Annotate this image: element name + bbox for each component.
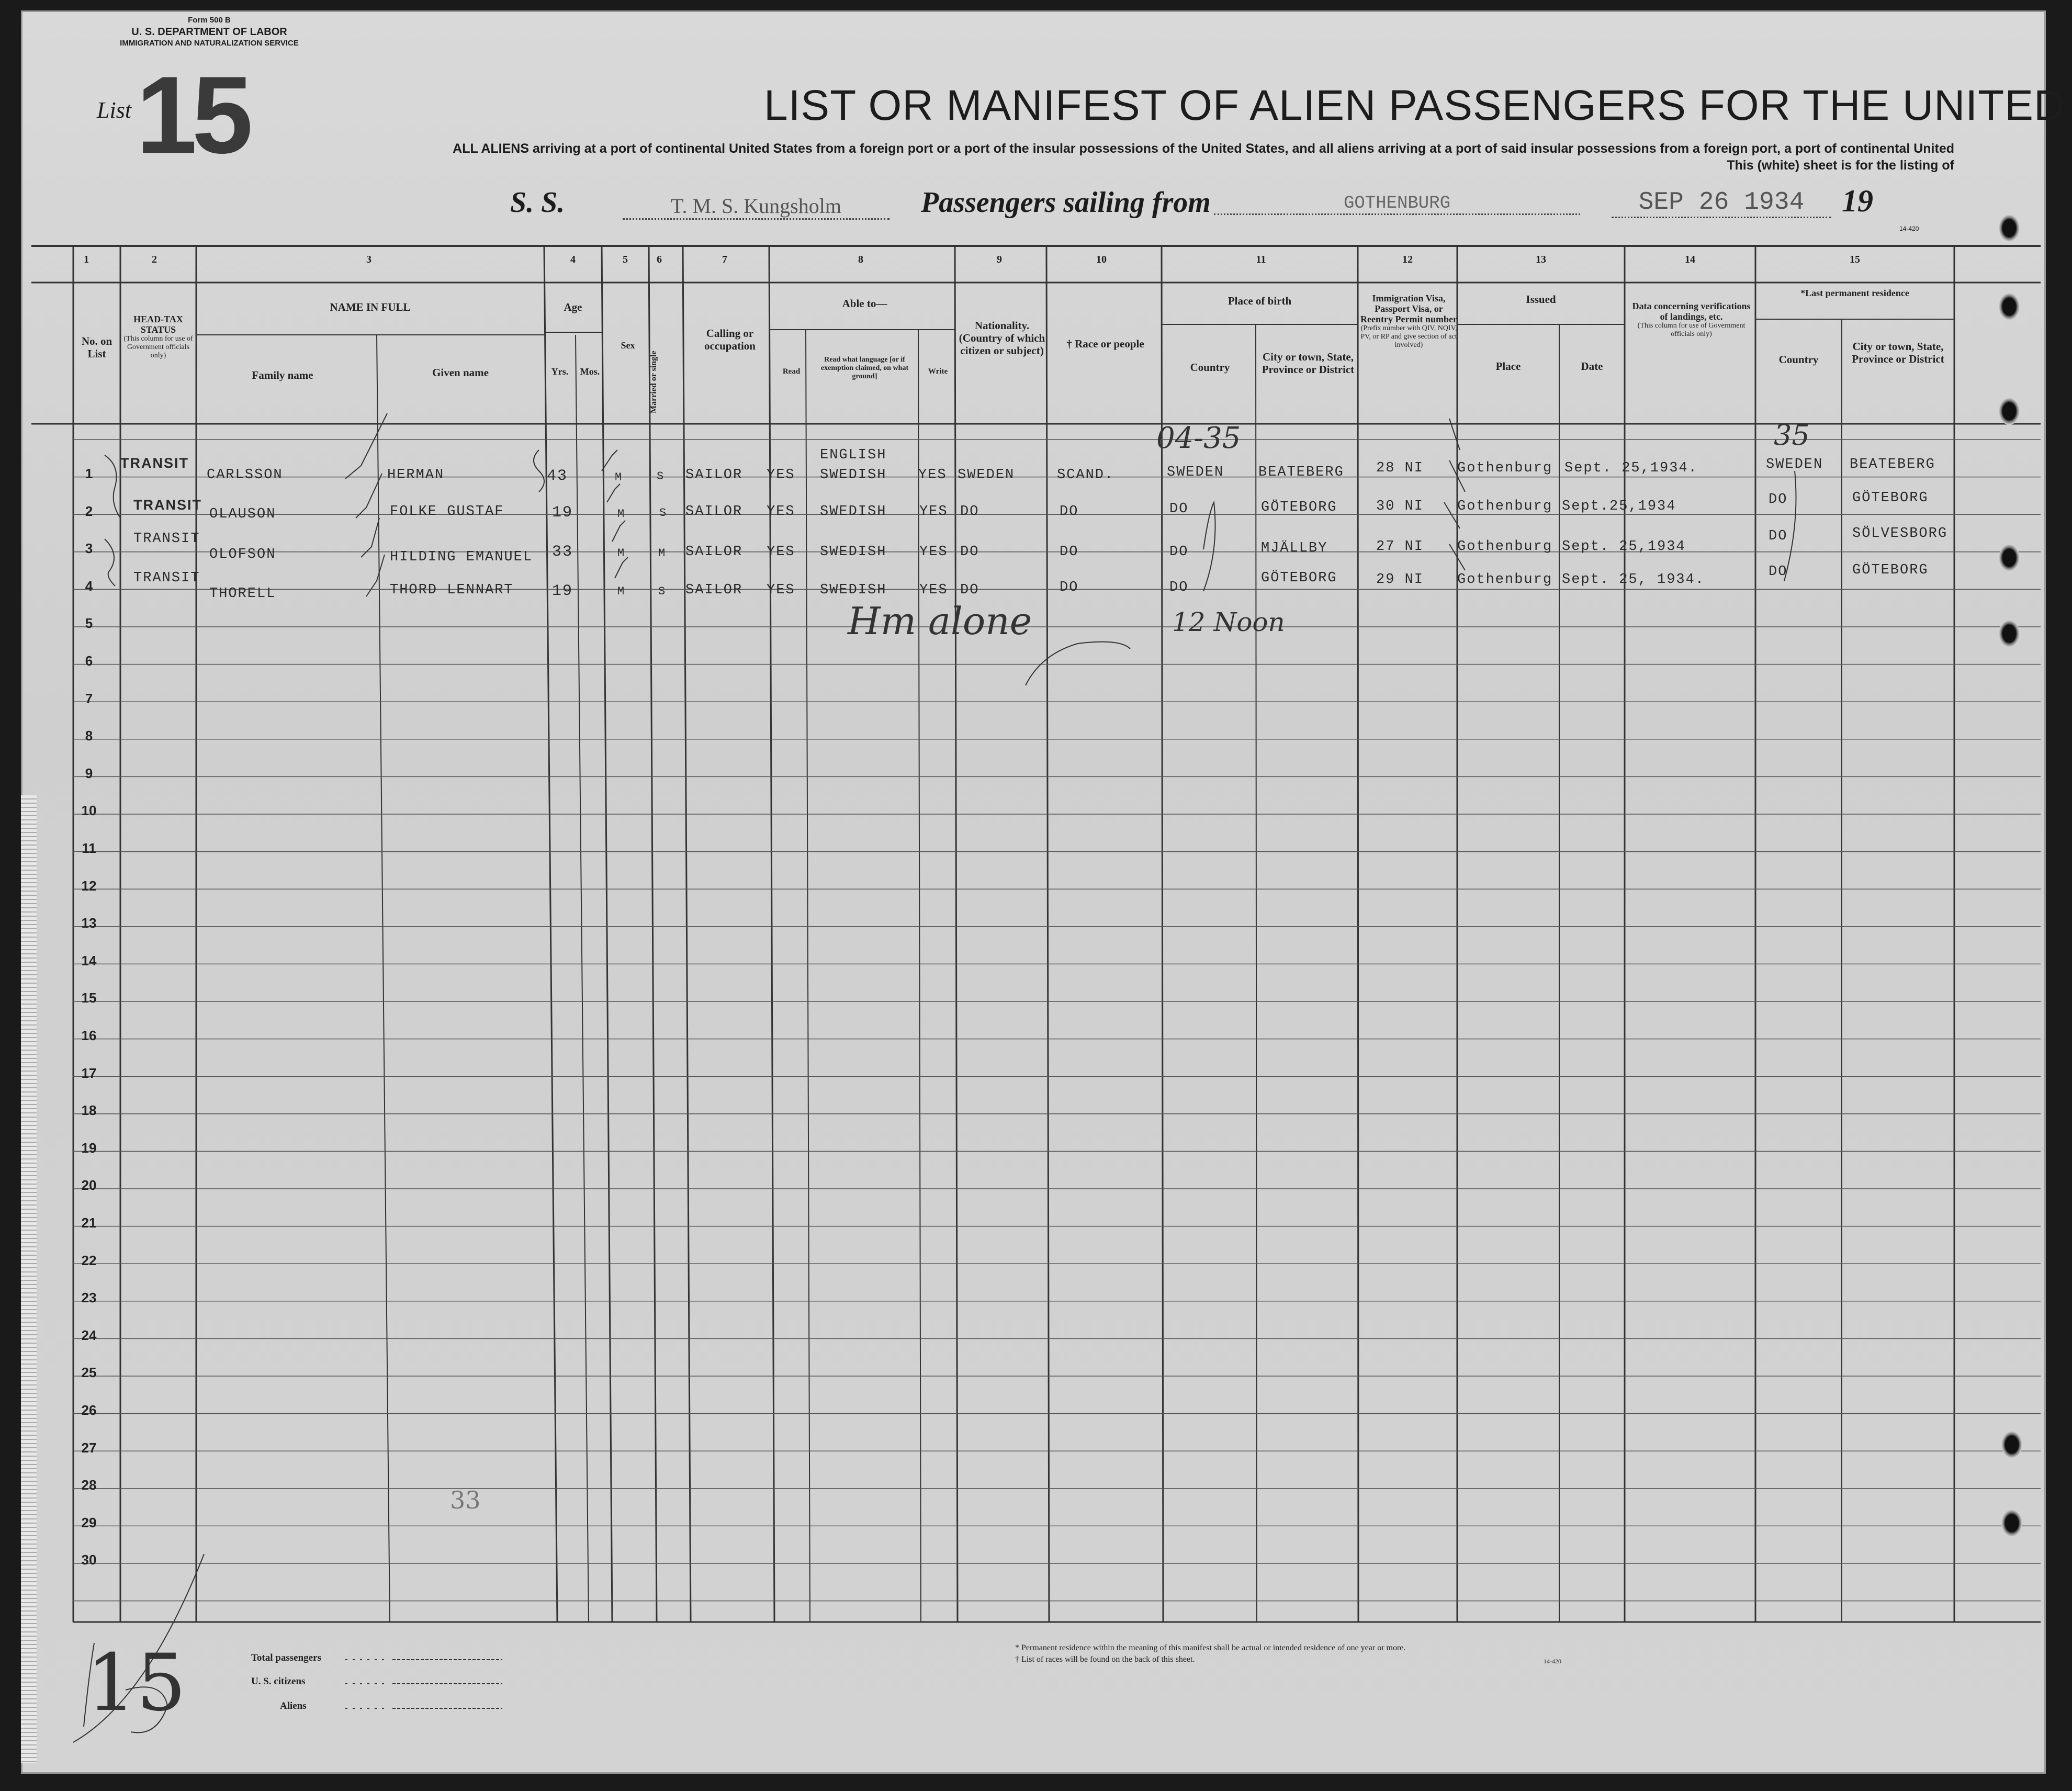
column-number: 2: [152, 254, 157, 265]
given-name-cell: HILDING EMANUEL: [390, 549, 533, 565]
header-visa-title: Immigration Visa, Passport Visa, or Reentry Permit number: [1360, 293, 1457, 324]
res-city-cell: SÖLVESBORG: [1852, 526, 1948, 542]
header-issued-place: Place: [1495, 360, 1521, 373]
handwritten-code: 35: [1774, 419, 1810, 452]
header-data-title: Data concerning verifications of landings, etc.: [1632, 301, 1751, 322]
departure-date-stamp: SEP 26 1934: [1612, 188, 1831, 218]
column-number: 7: [722, 254, 727, 265]
row-number: 24: [81, 1327, 97, 1343]
language-cell: SWEDISH: [820, 544, 887, 560]
row-number: 13: [81, 915, 97, 931]
header-calling: Calling or occupation: [704, 327, 756, 352]
family-name-cell: CARLSSON: [207, 467, 283, 483]
row-number: 7: [85, 690, 93, 706]
issued-date-cell: Sept.25,1934: [1562, 499, 1676, 514]
header-name-in-full: NAME IN FULL: [330, 301, 411, 313]
column-number: 3: [366, 254, 371, 265]
family-name-cell: THORELL: [209, 586, 276, 602]
sex-cell: M: [617, 547, 626, 560]
header-visa: [1360, 293, 1457, 350]
sex-cell: M: [617, 508, 626, 521]
race-cell: DO: [1060, 504, 1079, 520]
res-country-cell: SWEDEN: [1766, 457, 1823, 472]
column-number: 9: [997, 254, 1002, 265]
marital-cell: S: [658, 585, 667, 598]
row-number: 11: [82, 840, 96, 856]
list-label: List: [97, 97, 132, 123]
column-number: 8: [858, 254, 863, 265]
column-number: 12: [1402, 254, 1413, 265]
race-cell: DO: [1060, 544, 1079, 560]
marital-cell: S: [659, 506, 668, 520]
row-number: 15: [81, 990, 97, 1006]
age-cell: 19: [552, 504, 573, 522]
age-cell: 43: [547, 467, 568, 485]
ss-label: S. S.: [510, 186, 565, 219]
res-country-cell: DO: [1769, 492, 1788, 508]
footer-code: 14-420: [1544, 1658, 1561, 1665]
birth-city-cell: BEATEBERG: [1258, 465, 1344, 480]
header-visa-note: (Prefix number with QIV, NQIV, PV, or RP and give section of act involved): [1360, 324, 1457, 349]
aliens-label: Aliens: [280, 1700, 307, 1711]
header-no-on-list: No. on List: [81, 335, 112, 360]
column-number: 13: [1536, 254, 1546, 265]
issued-date-cell: Sept. 25,1934: [1562, 539, 1686, 555]
status-cell: TRANSIT: [133, 497, 202, 513]
given-name-cell: THORD LENNART: [390, 582, 514, 598]
stamped-number: 33: [450, 1486, 481, 1514]
row-number: 9: [85, 765, 93, 781]
header-given-name: Given name: [432, 366, 489, 379]
header-mos: Mos.: [580, 366, 600, 377]
birth-country-cell: SWEDEN: [1167, 465, 1224, 480]
row-number: 2: [85, 503, 93, 519]
nationality-cell: DO: [960, 544, 979, 560]
header-sex: Sex: [621, 340, 635, 351]
header-res-country: Country: [1778, 353, 1819, 366]
birth-country-cell: DO: [1169, 501, 1189, 517]
header-data-note: (This column for use of Government officials only): [1637, 322, 1746, 338]
header-yrs: Yrs.: [551, 366, 569, 377]
row-number: 18: [81, 1102, 97, 1119]
occupation-cell: SAILOR: [685, 582, 743, 598]
write-cell: YES: [919, 582, 948, 598]
row-number: 5: [85, 615, 93, 632]
row-number: 25: [81, 1365, 97, 1381]
row-number: 29: [81, 1514, 97, 1530]
language-cell: SWEDISH: [820, 582, 887, 598]
sex-cell: M: [615, 471, 623, 484]
header-read-language: Read what language [or if exemption claimed, on what ground]: [820, 356, 909, 380]
row-number: 12: [81, 877, 97, 894]
ship-name: T. M. S. Kungsholm: [623, 194, 889, 220]
binder-hole: [2001, 1431, 2022, 1458]
given-name-cell: HERMAN: [387, 467, 445, 483]
footnote-residence: * Permanent residence within the meaning of this manifest shall be actual or intended residence of one year or more.: [1015, 1643, 1406, 1652]
row-number: 19: [81, 1140, 97, 1156]
binder-hole: [1999, 398, 2020, 425]
birth-country-cell: DO: [1169, 580, 1189, 595]
column-number: 6: [657, 254, 662, 265]
column-number: 11: [1256, 254, 1266, 265]
read-cell: YES: [767, 544, 795, 560]
language-cell: SWEDISH: [820, 467, 887, 483]
total-passengers-label: Total passengers: [251, 1652, 321, 1663]
issued-place-cell: Gothenburg: [1457, 499, 1553, 514]
visa-cell: 30 NI: [1376, 499, 1424, 514]
marital-cell: M: [658, 547, 667, 560]
footnote-races: † List of races will be found on the back of this sheet.: [1015, 1655, 1195, 1664]
header-last-residence: *Last permanent residence: [1800, 288, 1909, 298]
header-age: Age: [564, 301, 582, 313]
column-number: 10: [1096, 254, 1107, 265]
handwritten-code: 04-35: [1156, 421, 1241, 455]
header-birth-country: Country: [1190, 361, 1230, 374]
language-cell: SWEDISH: [820, 504, 887, 520]
row-number: 21: [81, 1215, 97, 1231]
header-able-to: Able to—: [842, 297, 887, 310]
visa-cell: 27 NI: [1376, 539, 1424, 555]
marital-cell: S: [657, 470, 665, 483]
res-city-cell: GÖTEBORG: [1852, 562, 1929, 578]
header-head-tax-note: (This column for use of Government officials only): [123, 335, 193, 359]
column-number: 4: [570, 254, 576, 265]
header-nationality: Nationality. (Country of which citizen or subject): [959, 319, 1045, 357]
column-number: 1: [84, 254, 89, 265]
status-cell: TRANSIT: [133, 531, 200, 547]
race-cell: SCAND.: [1057, 467, 1114, 483]
column-number: 5: [623, 254, 628, 265]
handwritten-corner-number: 15: [86, 1638, 186, 1729]
row-number: 20: [81, 1177, 97, 1193]
read-cell: YES: [767, 582, 795, 598]
header-issued: Issued: [1526, 293, 1556, 306]
row-number: 22: [81, 1252, 97, 1268]
header-married: Married or single: [649, 351, 658, 413]
header-res-city: City or town, State, Province or District: [1852, 340, 1944, 365]
row-number: 14: [81, 952, 97, 968]
header-read: Read: [782, 367, 801, 376]
row-number: 1: [85, 466, 93, 481]
occupation-cell: SAILOR: [685, 504, 743, 520]
row-number: 10: [81, 803, 97, 819]
header-write: Write: [928, 367, 948, 376]
header-family-name: Family name: [252, 369, 313, 381]
res-city-cell: GÖTEBORG: [1852, 490, 1929, 506]
list-number-stamp: 15: [136, 53, 248, 176]
header-issued-date: Date: [1581, 360, 1603, 373]
binder-hole: [2001, 1510, 2022, 1537]
row-number: 30: [81, 1552, 97, 1568]
subtitle-line-2: This (white) sheet is for the listing of: [1727, 158, 1954, 173]
page-title: LIST OR MANIFEST OF ALIEN PASSENGERS FOR THE UNITED: [764, 82, 2066, 129]
footer-fill-lines: [345, 1648, 513, 1716]
res-city-cell: BEATEBERG: [1850, 457, 1935, 472]
row-number: 26: [81, 1402, 97, 1418]
res-country-cell: DO: [1769, 564, 1788, 580]
visa-cell: 28 NI: [1376, 460, 1424, 476]
status-cell: TRANSIT: [120, 455, 189, 471]
issued-place-cell: Gothenburg: [1457, 460, 1553, 476]
nationality-cell: DO: [960, 504, 979, 520]
binder-hole: [1999, 544, 2020, 571]
issued-date-cell: Sept. 25,1934.: [1564, 460, 1698, 476]
header-birth-city: City or town, State, Province or District: [1262, 351, 1355, 376]
family-name-cell: OLOFSON: [209, 547, 276, 562]
age-cell: 33: [552, 543, 573, 561]
row-number: 16: [81, 1028, 97, 1043]
year-label: 19: [1842, 184, 1873, 218]
occupation-cell: SAILOR: [685, 467, 743, 483]
birth-city-cell: GÖTEBORG: [1261, 500, 1337, 515]
handwritten-note: Hm alone: [848, 599, 1032, 643]
row-number: 4: [85, 578, 93, 594]
binder-hole: [1999, 215, 2020, 242]
row-number: 23: [81, 1290, 97, 1306]
row-number: 17: [81, 1065, 97, 1081]
form-number: Form 500 B: [188, 16, 231, 25]
read-cell: YES: [767, 504, 795, 520]
birth-city-cell: GÖTEBORG: [1261, 570, 1337, 586]
header-head-tax: [120, 314, 196, 360]
passengers-sailing-label: Passengers sailing from: [921, 186, 1211, 219]
family-name-cell: OLAUSON: [209, 506, 276, 522]
write-cell: YES: [919, 504, 948, 520]
row-number: 6: [85, 653, 93, 669]
department-name: U. S. DEPARTMENT OF LABOR: [131, 26, 287, 38]
race-cell: DO: [1060, 580, 1079, 595]
language-extra-cell: ENGLISH: [820, 447, 887, 463]
header-data-concerning: [1627, 301, 1755, 339]
form-code: 14-420: [1899, 225, 1919, 232]
header-head-tax-title: HEAD-TAX STATUS: [133, 314, 183, 335]
issued-date-cell: Sept. 25, 1934.: [1562, 572, 1705, 588]
header-race: † Race or people: [1066, 337, 1144, 350]
us-citizens-label: U. S. citizens: [251, 1676, 306, 1687]
write-cell: YES: [918, 467, 947, 483]
nationality-cell: SWEDEN: [958, 467, 1015, 483]
departure-port: GOTHENBURG: [1214, 194, 1580, 215]
row-number: 8: [85, 728, 93, 744]
column-number: 15: [1850, 254, 1860, 265]
header-place-of-birth: Place of birth: [1228, 295, 1292, 307]
sex-cell: M: [617, 585, 626, 598]
birth-country-cell: DO: [1169, 544, 1189, 560]
age-cell: 19: [552, 582, 573, 600]
column-number: 14: [1685, 254, 1695, 265]
row-number: 28: [81, 1477, 97, 1493]
row-number: 3: [85, 540, 93, 557]
read-cell: YES: [767, 467, 795, 483]
given-name-cell: FOLKE GUSTAF: [390, 504, 504, 520]
nationality-cell: DO: [960, 582, 979, 598]
subtitle-line-1: ALL ALIENS arriving at a port of continental United States from a foreign port or a port of the insular possessions of the United States, and all aliens arriving at a port of said insular possessions from a foreign port, a port of continental United: [453, 141, 1954, 156]
row-number: 27: [81, 1439, 97, 1456]
visa-cell: 29 NI: [1376, 572, 1424, 588]
birth-city-cell: MJÄLLBY: [1261, 540, 1328, 556]
binder-hole: [1999, 293, 2020, 320]
issued-place-cell: Gothenburg: [1457, 539, 1553, 555]
issued-place-cell: Gothenburg: [1457, 572, 1553, 588]
service-name: IMMIGRATION AND NATURALIZATION SERVICE: [120, 39, 299, 48]
occupation-cell: SAILOR: [685, 544, 743, 560]
binder-hole: [1999, 620, 2020, 647]
res-country-cell: DO: [1769, 528, 1788, 544]
status-cell: TRANSIT: [133, 570, 200, 586]
write-cell: YES: [919, 544, 948, 560]
handwritten-time: 12 Noon: [1172, 607, 1285, 637]
